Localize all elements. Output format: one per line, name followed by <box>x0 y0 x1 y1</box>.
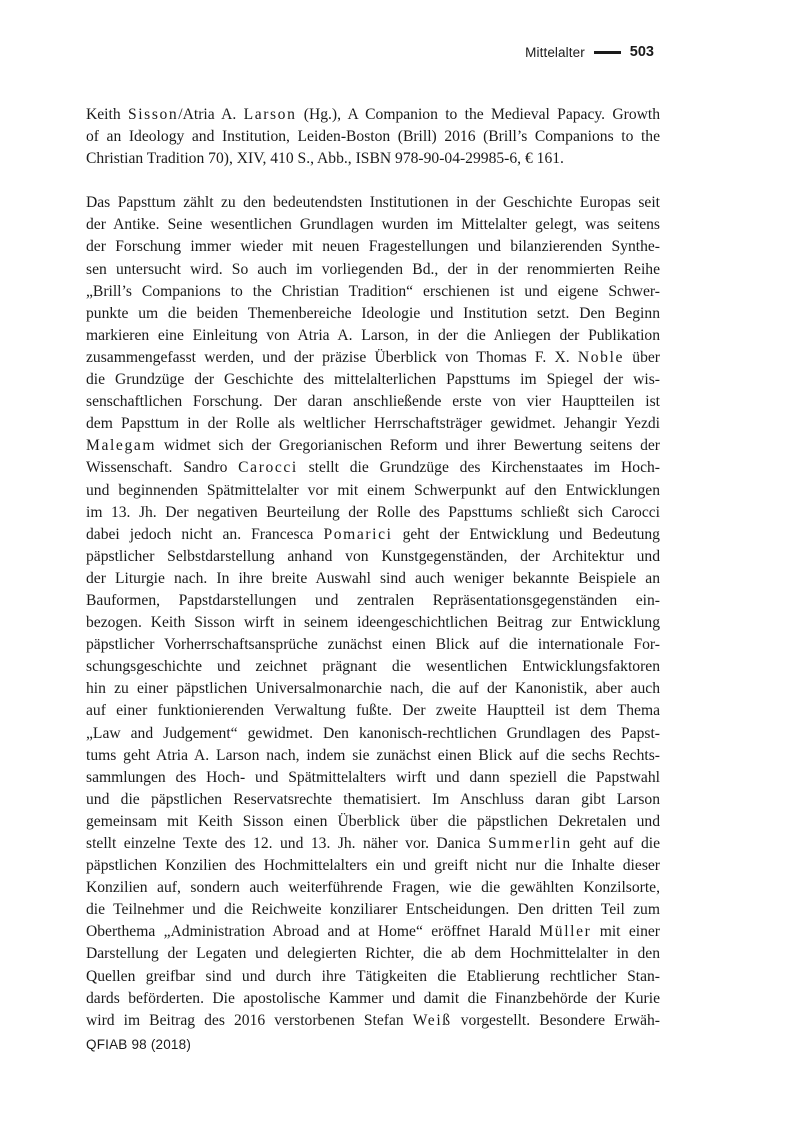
running-head-section: Mittelalter <box>525 44 585 60</box>
running-head <box>525 44 654 60</box>
text-run: Oberthema „Administration Abroad and at Home“ eröffnet Harald <box>86 923 540 941</box>
text-line <box>86 700 660 722</box>
text-line <box>86 966 660 988</box>
text-line <box>86 745 660 767</box>
text-run: Wissenschaft. Sandro <box>86 459 239 477</box>
text-run: im 13. Jh. Der negativen Beurteilung der Rolle des Papsttums schließt sich Carocci <box>86 503 660 521</box>
text-line <box>86 634 660 656</box>
text-line <box>86 590 660 612</box>
text-run: Konzilien auf, sondern auch weiterführende Fragen, wie die gewählten Konzilsorte, <box>86 879 660 897</box>
text-line <box>86 435 660 457</box>
text-line <box>86 678 660 700</box>
text-run: dem Papsttum in der Rolle als weltlicher Herrschaftsträger gewidmet. Jehangir Yezdi <box>86 415 660 433</box>
text-run: schungsgeschichte und zeichnet prägnant die wesentlichen Entwicklungsfaktoren <box>86 658 660 676</box>
text-line <box>86 502 660 524</box>
text-line <box>86 855 660 877</box>
author-name: Müller <box>539 923 592 941</box>
text-run: stellt einzelne Texte des 12. und 13. Jh. näher vor. Danica <box>86 835 489 852</box>
text-line <box>86 789 660 811</box>
text-run: päpstlicher Vorherrschaftsansprüche zunächst einen Blick auf die internationale For- <box>86 636 660 654</box>
text-line <box>86 723 660 745</box>
text-line <box>86 413 660 435</box>
text-run: zusammengefasst werden, und der präzise Überblick von Thomas F. X. <box>86 348 578 366</box>
text-run: of an Ideology and Institution, Leiden-Boston (Brill) 2016 (Brill’s Companions to the <box>86 128 660 146</box>
text-line <box>86 1010 660 1032</box>
text-run: der Liturgie nach. In ihre breite Auswahl sind auch weniger bekannte Beispiele an <box>86 569 660 587</box>
text-run: dards beförderten. Die apostolische Kammer und damit die Finanzbehörde der Kurie <box>86 989 660 1007</box>
text-line <box>86 192 660 214</box>
text-run: mit einer <box>591 923 660 941</box>
author-name: Carocci <box>238 459 298 477</box>
text-run: die Grundzüge der Geschichte des mittelalterlichen Papsttums im Spiegel der wis- <box>86 371 660 389</box>
text-run: tums geht Atria A. Larson nach, indem sie zunächst einen Blick auf die sechs Rechts- <box>86 746 660 764</box>
text-run: /Atria A. <box>178 106 244 123</box>
running-head-rule <box>594 51 621 54</box>
text-run: Darstellung der Legaten und delegierten Richter, die ab dem Hochmittelalter in den <box>86 945 660 963</box>
paragraph-gap <box>86 170 660 192</box>
text-line <box>86 391 660 413</box>
text-line <box>86 104 660 126</box>
text-line <box>86 833 660 855</box>
text-line <box>86 148 660 170</box>
author-name: Weiß <box>412 1011 452 1029</box>
author-name: Malegam <box>86 437 157 455</box>
journal-footer: QFIAB 98 (2018) <box>86 1037 192 1052</box>
text-line <box>86 369 660 391</box>
text-line <box>86 480 660 502</box>
text-run: hin zu einer päpstlichen Universalmonarchie nach, die auf der Kanonistik, aber auch <box>86 680 660 698</box>
text-run: geht auf die <box>571 835 660 852</box>
text-run: „Brill’s Companions to the Christian Tradition“ erschienen ist und eigene Schwer- <box>86 282 660 300</box>
text-run: päpstlichen Konzilien des Hochmittelalters ein und greift nicht nur die Inhalte dieser <box>86 857 660 875</box>
text-run: über <box>624 348 660 366</box>
text-run: markieren eine Einleitung von Atria A. Larson, in der die Anliegen der Publikation <box>86 326 660 344</box>
text-line <box>86 126 660 148</box>
text-line <box>86 899 660 921</box>
text-line <box>86 259 660 281</box>
text-run: Christian Tradition 70), XIV, 410 S., Abb., ISBN 978-90-04-29985-6, € 161. <box>86 150 564 168</box>
text-run: widmet sich der Gregorianischen Reform und ihrer Bewertung seitens der <box>156 437 660 455</box>
text-run: der Forschung immer wieder mit neuen Fragestellungen und bilanzierenden Synthe- <box>86 238 660 256</box>
text-line <box>86 877 660 899</box>
text-run: gemeinsam mit Keith Sisson einen Überblick über die päpstlichen Dekretalen und <box>86 812 660 830</box>
text-line <box>86 457 660 479</box>
text-run: die Teilnehmer und die Reichweite konziliarer Entscheidungen. Den dritten Teil zum <box>86 901 660 919</box>
page-number: 503 <box>629 44 654 60</box>
text-run: „Law and Judgement“ gewidmet. Den kanonisch-rechtlichen Grundlagen des Papst- <box>86 724 660 742</box>
text-run: päpstlicher Selbstdarstellung anhand von Kunstgegenständen, der Architektur und <box>86 547 660 565</box>
text-run: Quellen greifbar sind und durch ihre Tätigkeiten die Etablierung rechtlicher Stan- <box>86 967 660 985</box>
text-run: sammlungen des Hoch- und Spätmittelalters wirft und dann speziell die Papstwahl <box>86 768 660 786</box>
text-run: auf einer funktionierenden Verwaltung fußte. Der zweite Hauptteil ist dem Thema <box>86 702 660 720</box>
article-body <box>86 104 660 1032</box>
review-paragraph <box>86 192 660 1032</box>
text-line <box>86 214 660 236</box>
text-run: bezogen. Keith Sisson wirft in seinem ideengeschichtlichen Beitrag zur Entwicklung <box>86 614 660 632</box>
author-name: Larson <box>243 106 297 123</box>
text-line <box>86 303 660 325</box>
text-line <box>86 568 660 590</box>
text-line <box>86 281 660 303</box>
text-line <box>86 943 660 965</box>
text-run: (Hg.), A Companion to the Medieval Papacy. Growth <box>296 106 661 123</box>
citation-block <box>86 104 660 170</box>
text-line <box>86 656 660 678</box>
text-line <box>86 612 660 634</box>
author-name: Noble <box>577 348 625 366</box>
author-name: Sisson <box>127 106 179 123</box>
text-line <box>86 767 660 789</box>
text-line <box>86 325 660 347</box>
text-run: Das Papsttum zählt zu den bedeutendsten Institutionen in der Geschichte Europas seit <box>86 194 660 212</box>
text-line <box>86 524 660 546</box>
text-run: Keith <box>86 106 128 123</box>
text-run: punkte um die beiden Themenbereiche Ideologie und Institution setzt. Den Beginn <box>86 304 660 322</box>
author-name: Summerlin <box>488 835 572 852</box>
text-line <box>86 988 660 1010</box>
text-run: dabei jedoch nicht an. Francesca <box>86 525 324 543</box>
text-line <box>86 811 660 833</box>
text-run: Bauformen, Papstdarstellungen und zentralen Repräsentationsgegenständen ein- <box>86 591 660 609</box>
text-run: und beginnenden Spätmittelalter vor mit einem Schwerpunkt auf den Entwicklungen <box>86 481 660 499</box>
text-line <box>86 236 660 258</box>
text-run: sen untersucht wird. So auch im vorliegenden Bd., der in der renommierten Reihe <box>86 260 660 278</box>
text-run: vorgestellt. Besondere Erwäh- <box>451 1011 660 1029</box>
text-run: und die päpstlichen Reservatsrechte thematisiert. Im Anschluss daran gibt Larson <box>86 790 660 808</box>
text-line <box>86 347 660 369</box>
text-run: geht der Entwicklung und Bedeutung <box>392 525 660 543</box>
text-run: stellt die Grundzüge des Kirchenstaates im Hoch- <box>297 459 661 477</box>
text-run: wird im Beitrag des 2016 verstorbenen Stefan <box>86 1011 413 1029</box>
text-run: senschaftlichen Forschung. Der daran anschließende erste von vier Hauptteilen ist <box>86 393 660 411</box>
author-name: Pomarici <box>323 525 393 543</box>
text-line <box>86 921 660 943</box>
text-run: der Antike. Seine wesentlichen Grundlagen wurden im Mittelalter gelegt, was seitens <box>86 216 660 234</box>
text-line <box>86 546 660 568</box>
